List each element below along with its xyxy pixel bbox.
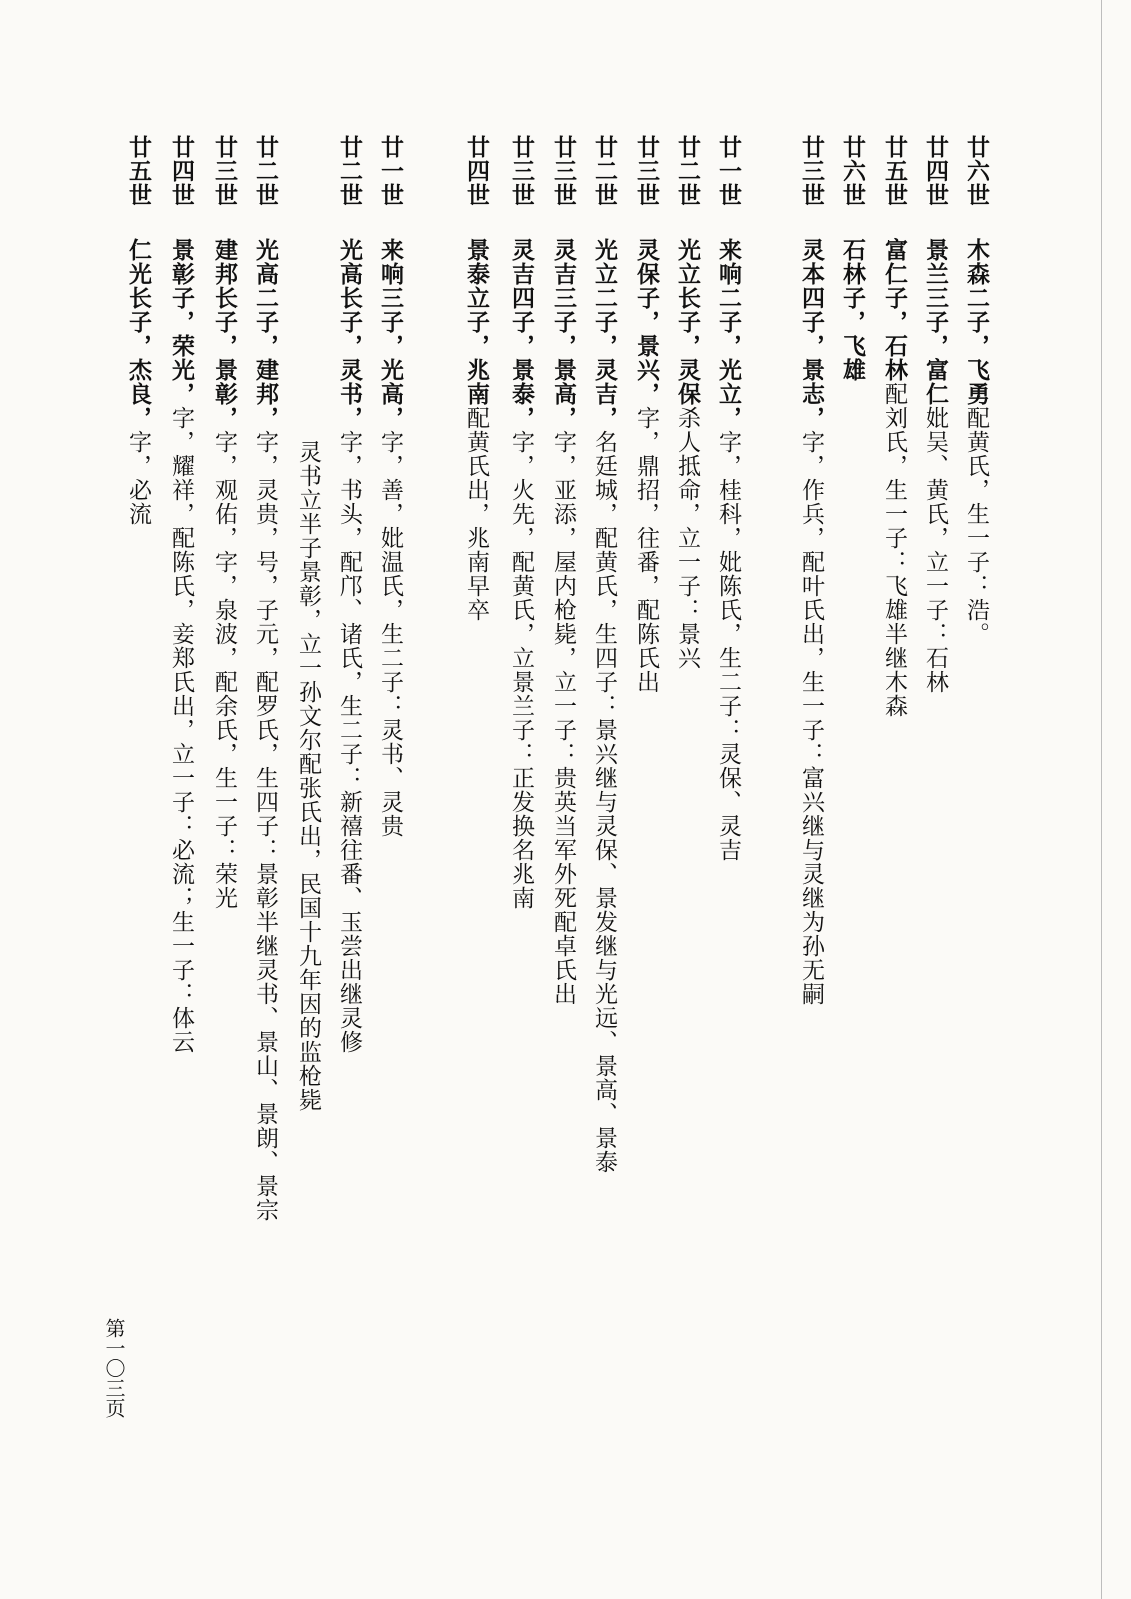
- entry-text: [288, 440, 328, 1112]
- entry-details: 配刘氏，生一子：飞雄半继木森: [881, 382, 907, 718]
- entry-text: [161, 238, 201, 1054]
- entry-details: 字，必流: [125, 430, 151, 526]
- entry-person: 杰良，: [125, 358, 152, 430]
- entry-details: 名廷城，配黄氏，生四子：景兴继与灵保、景发继与光远、景高、景泰: [591, 430, 617, 1174]
- entry-parent: 光立长子，: [674, 238, 701, 358]
- entry-parent: 景兰三子，: [922, 238, 949, 358]
- entry-person: 飞雄: [839, 334, 866, 382]
- entry-person: 荣光，: [168, 334, 195, 406]
- entry-text: [370, 238, 410, 838]
- generation-label: 廿三世: [633, 135, 660, 207]
- entry-parent: 灵吉四子，: [508, 238, 535, 358]
- entry-details: 配黄氏，生一子：浩。: [963, 406, 989, 646]
- entry-parent: 灵吉三子，: [550, 238, 577, 358]
- entry-text: [118, 238, 158, 526]
- generation-label: 廿五世: [125, 135, 152, 207]
- entry-person: 景志，: [798, 358, 825, 430]
- entry-parent: 富仁子，: [881, 238, 908, 334]
- entry-details: 配黄氏出，兆南早卒: [463, 406, 489, 622]
- generation-label: 廿一世: [377, 135, 404, 207]
- entry-person: 景彰，: [211, 358, 238, 430]
- entry-text: [832, 238, 872, 382]
- entry-parent: 光高长子，: [336, 238, 363, 358]
- entry-text: [501, 238, 541, 910]
- generation-label: 廿二世: [252, 135, 279, 207]
- generation-label: 廿三世: [211, 135, 238, 207]
- entry-text: [329, 238, 369, 1054]
- entry-person: 景高，: [550, 358, 577, 430]
- generation-label: 廿二世: [336, 135, 363, 207]
- entry-details: 字，火先，配黄氏，立景兰子：正发换名兆南: [508, 430, 534, 910]
- page-number: 第一〇三页: [102, 1318, 126, 1418]
- entry-parent: 石林子，: [839, 238, 866, 334]
- entry-text: [667, 238, 707, 670]
- entry-parent: 建邦长子，: [211, 238, 238, 358]
- generation-label: 廿五世: [881, 135, 908, 207]
- entry-parent: 光立二子，: [591, 238, 618, 358]
- generation-label: 廿二世: [674, 135, 701, 207]
- generation-label: 廿四世: [922, 135, 949, 207]
- generation-label: 廿六世: [839, 135, 866, 207]
- generation-label: 廿三世: [798, 135, 825, 207]
- entry-person: 灵吉，: [591, 358, 618, 430]
- generation-label: 廿三世: [550, 135, 577, 207]
- entry-parent: 来响二子，: [715, 238, 742, 358]
- entry-parent: 木森二子，: [963, 238, 990, 358]
- entry-person: 兆南: [463, 358, 490, 406]
- entry-person: 石林: [881, 334, 908, 382]
- entry-text: [915, 238, 955, 694]
- page-fold-line: [1101, 0, 1102, 1599]
- entry-text: [874, 238, 914, 718]
- generation-label: 廿一世: [715, 135, 742, 207]
- entry-person: 景泰，: [508, 358, 535, 430]
- entry-text: [708, 238, 748, 862]
- entry-parent: 灵本四子，: [798, 238, 825, 358]
- entry-parent: 景泰立子，: [463, 238, 490, 358]
- entry-person: 灵书，: [336, 358, 363, 430]
- entry-details: 杀人抵命，立一子：景兴: [674, 406, 700, 670]
- generation-label: 廿六世: [963, 135, 990, 207]
- entry-text: [791, 238, 831, 1006]
- generation-label: 廿四世: [463, 135, 490, 207]
- entry-details: 字，亚添，屋内枪毙，立一子：贵英当军外死配卓氏出: [550, 430, 576, 1006]
- entry-text: [456, 238, 496, 622]
- entry-person: 光立，: [715, 358, 742, 430]
- entry-parent: 景彰子，: [168, 238, 195, 334]
- generation-label: 廿二世: [591, 135, 618, 207]
- entry-details: 妣吴、黄氏，立一子：石林: [922, 406, 948, 694]
- entry-person: 灵保: [674, 358, 701, 406]
- entry-parent: 光高二子，: [252, 238, 279, 358]
- entry-person: 光高，: [377, 358, 404, 430]
- entry-person: 飞勇: [963, 358, 990, 406]
- entry-details: 字，书头，配邝、诸氏，生二子：新禧往番、玉尝出继灵修: [336, 430, 362, 1054]
- entry-details: 字，观佑，字，泉波，配余氏，生一子：荣光: [211, 430, 237, 910]
- entry-text: [626, 238, 666, 694]
- entry-details: 字，耀祥，配陈氏，妾郑氏出，立一子：必流；生一子：体云: [168, 406, 194, 1054]
- entry-details: 字，善，妣温氏，生二子：灵书、灵贵: [377, 430, 403, 838]
- entry-text: [245, 238, 285, 1222]
- entry-parent: 仁光长子，: [125, 238, 152, 358]
- generation-label: 廿四世: [168, 135, 195, 207]
- entry-details: 字，桂科，妣陈氏，生二子：灵保、灵吉: [715, 430, 741, 862]
- entry-person: 景兴，: [633, 334, 660, 406]
- entry-details: 灵书立半子景彰，立一孙文尔配张氏出，民国十九年因的监枪毙: [295, 440, 321, 1112]
- entry-details: 字，鼎招，往番，配陈氏出: [633, 406, 659, 694]
- entry-person: 富仁: [922, 358, 949, 406]
- entry-parent: 来响三子，: [377, 238, 404, 358]
- entry-text: [956, 238, 996, 646]
- entry-details: 字，作兵，配叶氏出，生一子：富兴继与灵继为孙无嗣: [798, 430, 824, 1006]
- entry-parent: 灵保子，: [633, 238, 660, 334]
- entry-text: [204, 238, 244, 910]
- generation-label: 廿三世: [508, 135, 535, 207]
- entry-text: [584, 238, 624, 1174]
- entry-person: 建邦，: [252, 358, 279, 430]
- entry-text: [543, 238, 583, 1006]
- entry-details: 字，灵贵，号，子元，配罗氏，生四子：景彰半继灵书、景山、景朗、景宗: [252, 430, 278, 1222]
